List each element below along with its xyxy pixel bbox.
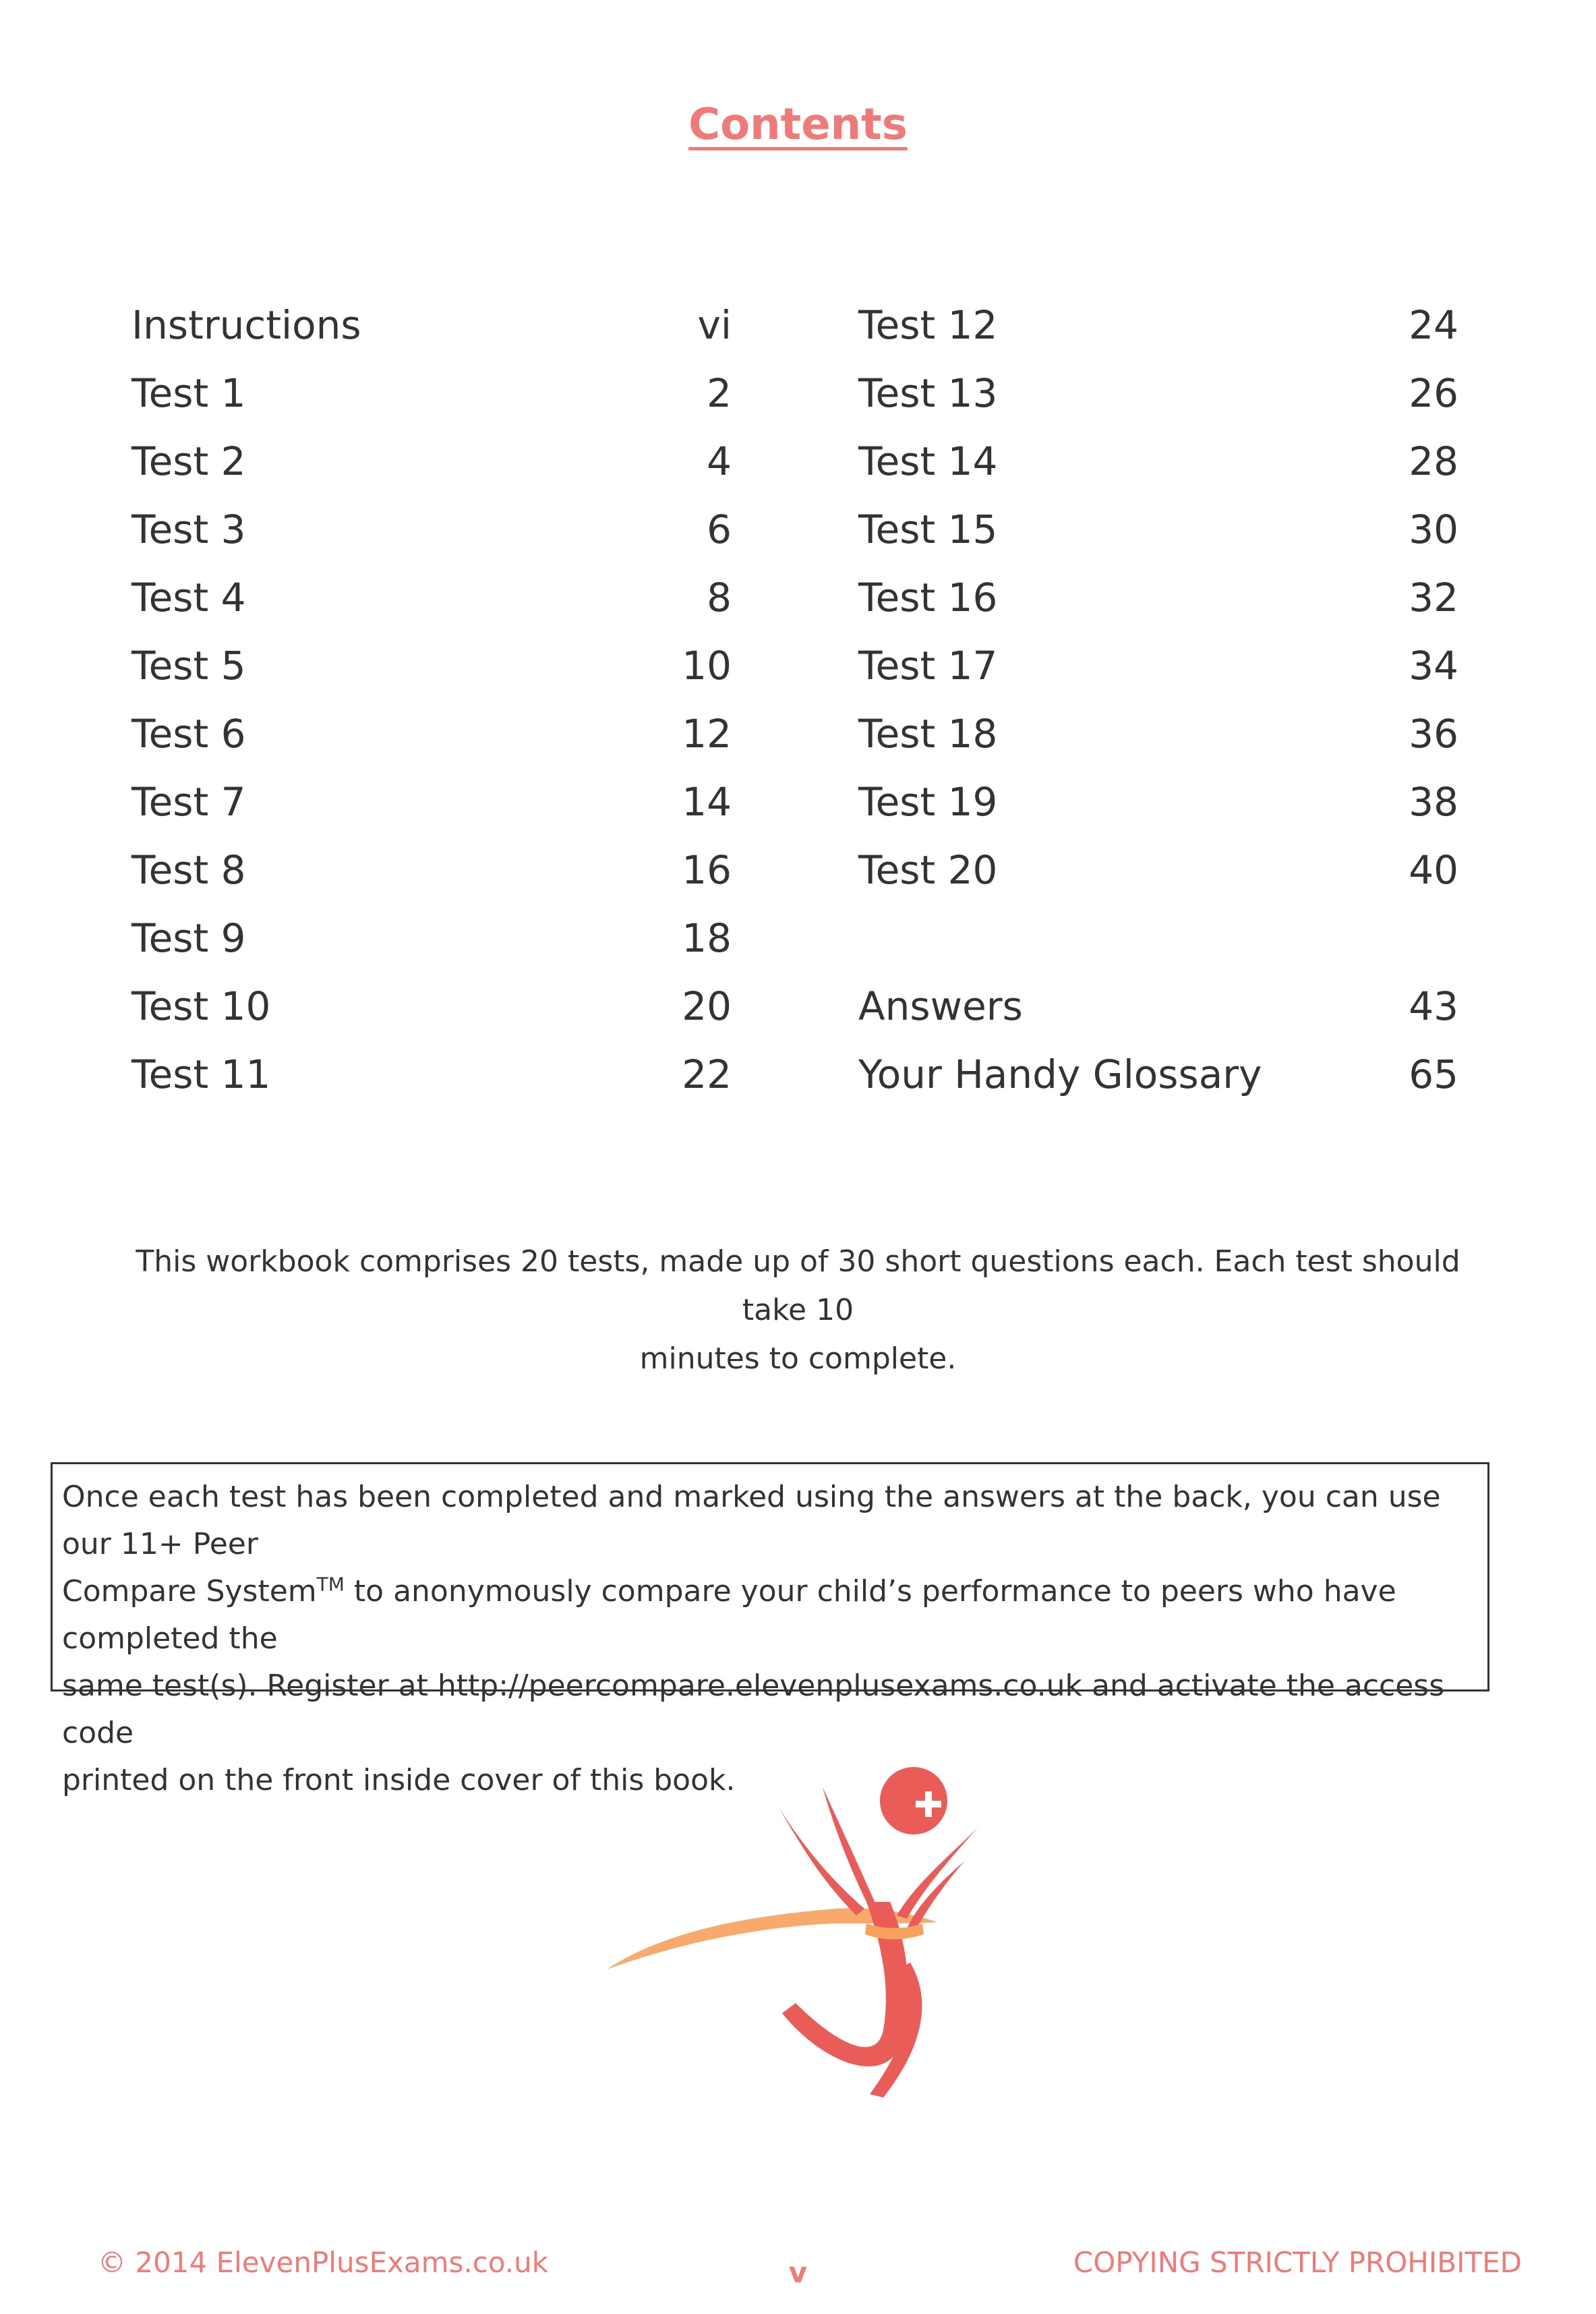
logo-arm-right (897, 1828, 978, 1919)
info-line (62, 1568, 1478, 1662)
footer-copyright: © 2014 ElevenPlusExams.co.uk (98, 2246, 549, 2279)
toc-entry-page: 14 (682, 779, 732, 825)
footer-notice: COPYING STRICTLY PROHIBITED (1073, 2246, 1522, 2279)
toc-entry-name: Test 1 (131, 370, 246, 416)
toc-entry-name: Test 10 (131, 983, 271, 1029)
workbook-note (101, 1238, 1495, 1383)
toc-entry-name: Test 16 (858, 575, 998, 620)
info-line: printed on the front inside cover of this book. (62, 1763, 736, 1797)
toc-row[interactable] (131, 291, 732, 359)
toc-row[interactable] (858, 359, 1458, 428)
toc-entry-page: 18 (682, 915, 732, 961)
toc-row[interactable] (858, 768, 1458, 836)
toc-entry-name: Test 19 (858, 779, 998, 825)
toc-row[interactable] (858, 564, 1458, 632)
toc-row[interactable] (131, 973, 732, 1041)
toc-entry-name: Test 7 (131, 779, 246, 825)
toc-entry-name: Test 5 (131, 643, 246, 689)
toc-entry-page: 2 (707, 370, 732, 416)
runner-logo-icon (600, 1747, 991, 2104)
toc-row[interactable] (858, 973, 1458, 1041)
toc-row[interactable] (858, 1041, 1458, 1109)
toc-entry-page: 6 (707, 507, 732, 552)
toc-row[interactable] (131, 700, 732, 768)
toc-entry-page: 4 (707, 438, 732, 484)
toc-entry-name: Test 8 (131, 847, 246, 893)
toc-row[interactable] (858, 700, 1458, 768)
info-line: Once each test has been completed and marked using the answers at the back, you can use our 11+ Peer (62, 1480, 1441, 1561)
toc-entry-name: Test 12 (858, 302, 998, 348)
toc-row[interactable] (131, 904, 732, 973)
peer-compare-info-box (51, 1462, 1489, 1797)
toc-row[interactable] (131, 836, 732, 904)
toc-entry-page: 12 (682, 711, 732, 757)
toc-entry-page: 28 (1409, 438, 1458, 484)
toc-row[interactable] (131, 428, 732, 496)
info-text: to anonymously compare your child’s performance to peers who have completed the (62, 1574, 1396, 1656)
toc-entry-name: Answers (858, 983, 1023, 1029)
footer-page-number: v (788, 2256, 808, 2289)
toc-entry-name: Test 14 (858, 438, 998, 484)
toc-entry-name: Test 9 (131, 915, 246, 961)
workbook-note-line: minutes to complete. (639, 1341, 957, 1376)
toc-row[interactable] (131, 768, 732, 836)
toc-entry-page: 30 (1409, 507, 1458, 552)
toc-row[interactable] (131, 1041, 732, 1109)
toc-row[interactable] (131, 632, 732, 700)
toc-right-column (858, 291, 1458, 1109)
toc-entry-page: vi (697, 302, 732, 348)
toc-row[interactable] (858, 836, 1458, 904)
toc-left-column (131, 291, 732, 1109)
toc-row[interactable] (131, 564, 732, 632)
toc-row[interactable] (131, 496, 732, 564)
info-text: Compare System (62, 1574, 317, 1609)
toc-entry-name: Instructions (131, 302, 361, 348)
info-line-with-link[interactable]: same test(s). Register at http://peercompare.elevenplusexams.co.uk and activate the access code (62, 1669, 1445, 1750)
toc-entry-name: Test 6 (131, 711, 246, 757)
toc-entry-name: Test 15 (858, 507, 998, 552)
toc-entry-page: 32 (1409, 575, 1458, 620)
toc-entry-name: Test 2 (131, 438, 246, 484)
toc-entry-name: Test 20 (858, 847, 998, 893)
toc-entry-name: Test 13 (858, 370, 998, 416)
toc-entry-page: 20 (682, 983, 732, 1029)
toc-entry-page: 24 (1409, 302, 1458, 348)
toc-entry-page: 22 (682, 1051, 732, 1097)
toc-entry-page: 10 (682, 643, 732, 689)
toc-entry-page: 34 (1409, 643, 1458, 689)
page-title: Contents (688, 100, 908, 150)
toc-row[interactable] (858, 428, 1458, 496)
logo-body (782, 1902, 908, 2066)
toc-row[interactable] (131, 359, 732, 428)
toc-entry-name: Your Handy Glossary (858, 1051, 1262, 1097)
logo-arm-left-2 (823, 1787, 877, 1909)
toc-entry-page: 40 (1409, 847, 1458, 893)
toc-entry-name: Test 11 (131, 1051, 271, 1097)
toc-row[interactable] (858, 632, 1458, 700)
toc-entry-page: 8 (707, 575, 732, 620)
toc-entry-page: 16 (682, 847, 732, 893)
workbook-note-line: This workbook comprises 20 tests, made up of 30 short questions each. Each test should take 10 (136, 1244, 1460, 1327)
toc-entry-name: Test 4 (131, 575, 246, 620)
toc-entry-page: 43 (1409, 983, 1458, 1029)
trademark-sup: TM (316, 1573, 345, 1596)
toc-entry-name: Test 18 (858, 711, 998, 757)
toc-spacer (858, 904, 1458, 973)
toc-entry-page: 26 (1409, 370, 1458, 416)
toc-entry-page: 65 (1409, 1051, 1458, 1097)
toc-entry-page: 36 (1409, 711, 1458, 757)
toc-entry-name: Test 3 (131, 507, 246, 552)
toc-entry-name: Test 17 (858, 643, 998, 689)
toc-row[interactable] (858, 496, 1458, 564)
toc-entry-page: 38 (1409, 779, 1458, 825)
toc-row[interactable] (858, 291, 1458, 359)
